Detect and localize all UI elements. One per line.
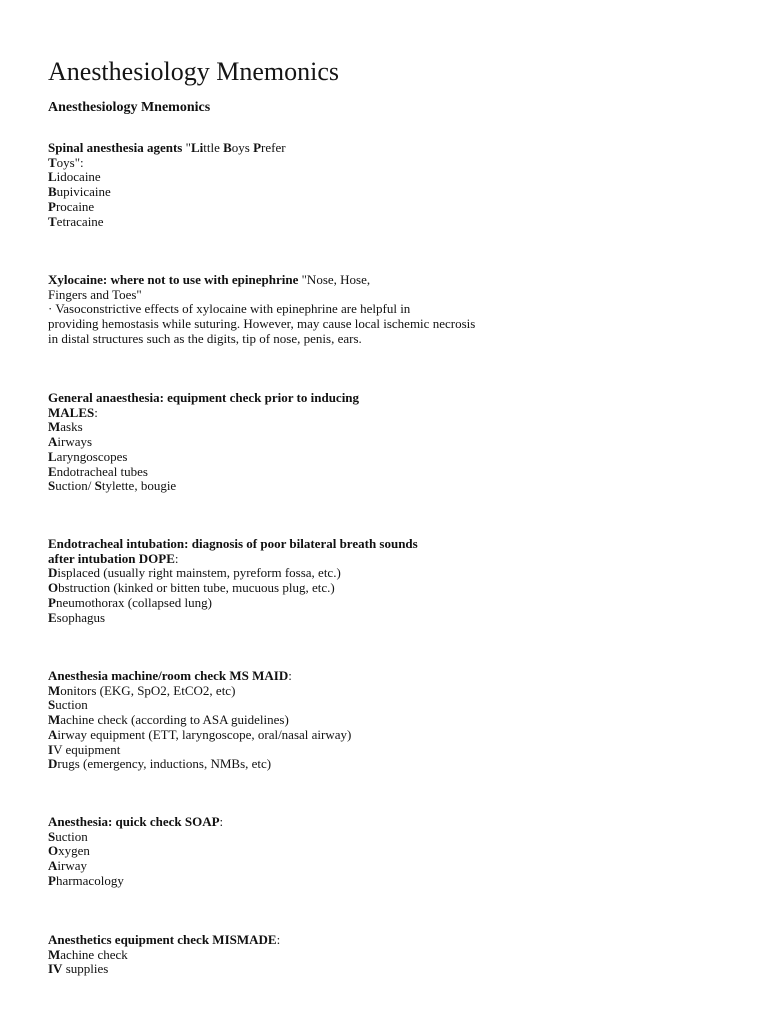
- page-title: Anesthesiology Mnemonics: [48, 57, 340, 86]
- bold-text: O: [48, 843, 59, 859]
- text-run: :: [288, 668, 292, 683]
- bold-text: T: [48, 154, 57, 170]
- bold-text: A: [48, 726, 58, 742]
- text-run: harmacology: [55, 872, 124, 888]
- text-run: idocaine: [56, 169, 101, 185]
- section-heading-line: [48, 932, 280, 947]
- bold-text: Anesthetics equipment check MISMADE: [48, 932, 277, 947]
- text-run: ": [182, 140, 191, 155]
- text-run: oys":: [56, 154, 84, 170]
- text-run: rocaine: [55, 198, 95, 214]
- mnemonic-line: [48, 947, 128, 962]
- bold-text: E: [48, 463, 57, 479]
- mnemonic-line: [48, 580, 335, 595]
- bold-text: Anesthesia: quick check SOAP: [48, 814, 220, 829]
- text-run: tylette, bougie: [101, 478, 177, 494]
- text-run: uction: [55, 697, 88, 713]
- text-run: :: [219, 814, 224, 829]
- text-run: bstruction (kinked or bitten tube, mucuous plug, etc.): [58, 580, 335, 596]
- mnemonic-line: [48, 301, 410, 316]
- section-heading-line: [48, 814, 223, 829]
- mnemonic-line: [48, 610, 105, 625]
- text-run: achine check (according to ASA guidelines): [60, 712, 289, 728]
- mnemonic-line: [48, 742, 120, 757]
- text-run: irway: [57, 858, 87, 874]
- bold-text: D: [48, 756, 58, 772]
- bold-text: after intubation DOPE: [48, 550, 175, 566]
- section-heading-line: [48, 140, 286, 155]
- mnemonic-line: [48, 199, 94, 214]
- mnemonic-line: [48, 331, 362, 346]
- text-run: ndotracheal tubes: [56, 463, 148, 479]
- text-run: oys: [231, 140, 254, 155]
- text-run: rugs (emergency, inductions, NMBs, etc): [57, 756, 272, 772]
- bold-text: S: [48, 828, 56, 844]
- section-heading-line: [48, 668, 292, 683]
- bold-text: S: [94, 478, 102, 494]
- section-heading-line: [48, 390, 359, 405]
- bold-text: L: [48, 448, 57, 464]
- mnemonic-line: [48, 449, 127, 464]
- mnemonic-line: [48, 697, 88, 712]
- mnemonic-line: [48, 287, 142, 302]
- bold-text: Xylocaine: where not to use with epinephrine: [48, 272, 299, 287]
- mnemonic-line: [48, 683, 235, 698]
- text-run: :: [276, 932, 281, 947]
- bold-text: Anesthesia machine/room check MS MAID: [48, 668, 289, 683]
- bold-text: A: [48, 434, 58, 450]
- text-run: aryngoscopes: [56, 448, 128, 464]
- text-run: achine check: [60, 946, 128, 962]
- bold-text: O: [48, 580, 59, 596]
- mnemonic-line: [48, 464, 148, 479]
- bold-text: P: [48, 872, 56, 888]
- text-run: :: [94, 404, 98, 420]
- text-run: providing hemostasis while suturing. However, may cause local ischemic necrosis: [48, 316, 476, 332]
- bold-text: T: [48, 213, 57, 229]
- bold-text: Spinal anesthesia agents: [48, 140, 183, 155]
- text-run: supplies: [62, 961, 109, 977]
- text-run: irways: [57, 434, 93, 450]
- bold-text: M: [48, 419, 61, 435]
- bold-text: Li: [190, 140, 204, 155]
- page-subtitle: Anesthesiology Mnemonics: [48, 100, 211, 115]
- bold-text: P: [253, 140, 262, 155]
- bold-text: S: [48, 697, 56, 713]
- mnemonic-line: [48, 184, 111, 199]
- text-run: "Nose, Hose,: [298, 272, 371, 287]
- text-run: in distal structures such as the digits, tip of nose, penis, ears.: [48, 330, 362, 346]
- text-run: neumothorax (collapsed lung): [55, 594, 212, 610]
- bold-text: MALES: [48, 404, 95, 420]
- text-run: :: [174, 550, 179, 566]
- text-run: asks: [60, 419, 83, 435]
- section-heading-line: [48, 272, 370, 287]
- text-run: Fingers and Toes": [48, 286, 142, 302]
- mnemonic-line: [48, 316, 475, 331]
- mnemonic-line: [48, 419, 83, 434]
- bold-text: M: [48, 682, 61, 698]
- mnemonic-line: [48, 405, 98, 420]
- bold-text: IV: [48, 961, 63, 977]
- mnemonic-line: [48, 727, 351, 742]
- text-run: upivicaine: [56, 184, 111, 200]
- mnemonic-line: [48, 478, 176, 493]
- section-heading-line: [48, 536, 418, 551]
- text-run: ttle: [203, 140, 224, 155]
- text-run: · Vasoconstrictive effects of xylocaine with epinephrine are helpful in: [48, 301, 411, 317]
- bold-text: B: [223, 140, 232, 155]
- text-run: isplaced (usually right mainstem, pyreform fossa, etc.): [57, 565, 341, 581]
- mnemonic-line: [48, 873, 124, 888]
- bold-text: General anaesthesia: equipment check prior to inducing: [48, 390, 360, 405]
- text-run: V equipment: [53, 741, 121, 757]
- bold-text: D: [48, 565, 58, 581]
- mnemonic-line: [48, 169, 101, 184]
- mnemonic-line: [48, 858, 87, 873]
- mnemonic-line: [48, 961, 108, 976]
- mnemonic-line: [48, 434, 92, 449]
- mnemonic-line: [48, 551, 179, 566]
- text-run: uction/: [55, 478, 95, 494]
- bold-text: L: [48, 169, 57, 185]
- text-run: irway equipment (ETT, laryngoscope, oral/nasal airway): [57, 726, 352, 742]
- text-run: xygen: [58, 843, 90, 859]
- text-run: uction: [55, 828, 88, 844]
- mnemonic-line: [48, 214, 104, 229]
- mnemonic-line: [48, 155, 84, 170]
- bold-text: P: [48, 198, 56, 214]
- text-run: etracaine: [56, 213, 104, 229]
- bold-text: P: [48, 594, 56, 610]
- text-run: sophagus: [56, 609, 106, 625]
- text-run: onitors (EKG, SpO2, EtCO2, etc): [60, 682, 236, 698]
- bold-text: S: [48, 478, 56, 494]
- bold-text: I: [48, 741, 54, 757]
- bold-text: A: [48, 858, 58, 874]
- bold-text: E: [48, 609, 57, 625]
- mnemonic-line: [48, 565, 341, 580]
- mnemonic-line: [48, 756, 271, 771]
- mnemonic-line: [48, 843, 90, 858]
- text-run: refer: [261, 140, 286, 155]
- mnemonic-line: [48, 829, 88, 844]
- bold-text: M: [48, 946, 61, 962]
- bold-text: M: [48, 712, 61, 728]
- mnemonic-line: [48, 595, 212, 610]
- bold-text: Endotracheal intubation: diagnosis of poor bilateral breath sounds: [48, 536, 418, 551]
- bold-text: B: [48, 184, 57, 200]
- mnemonic-line: [48, 712, 289, 727]
